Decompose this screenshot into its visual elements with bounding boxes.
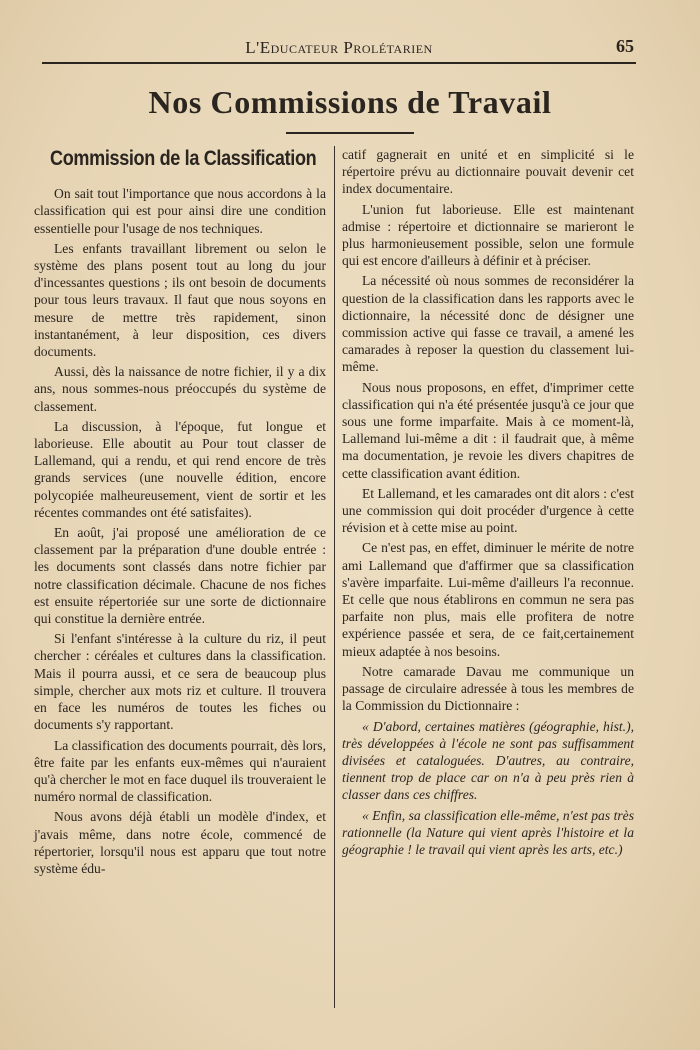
article-title: Nos Commissions de Travail bbox=[148, 84, 552, 120]
paragraph: En août, j'ai proposé une amélioration de ce classement par la préparation d'une double entrée : les documents sont classés dans notre fichier par notre classification décimale. Chacune de nos fiches est ensuite répertoriée sur une sorte de dictionnaire qui constitue la dernière entrée. bbox=[34, 525, 326, 627]
paragraph: Aussi, dès la naissance de notre fichier, il y a dix ans, nous sommes-nous préoccupés du système de classement. bbox=[34, 364, 326, 414]
page-number: 65 bbox=[616, 36, 634, 56]
title-underline-rule bbox=[286, 132, 414, 134]
paragraph: Si l'enfant s'intéresse à la culture du riz, il peut chercher : céréales et cultures dans la classification. Mais il pourra aussi, et ce sera de beaucoup plus simple, chercher aux mots riz et culture. Il trouvera en face les numéros de toutes les fiches ou documents s'y rapportant. bbox=[34, 631, 326, 733]
paragraph-continuation: catif gagnerait en unité et en simplicité si le répertoire prévu au dictionnaire pouvait devenir cet index documentaire. bbox=[342, 147, 634, 197]
paragraph: La classification des documents pourrait, dès lors, être faite par les enfants eux-mêmes qui n'auraient qu'à chercher le mot en face duquel ils trouveraient le numéro normal de classification. bbox=[34, 737, 326, 805]
paragraph: Ce n'est pas, en effet, diminuer le mérite de notre ami Lallemand que d'affirmer que sa classification s'avère imparfaite. Lui-même d'ailleurs l'a reconnue. Et celle que nous établirons en commun ne sera pas parfaite non plus, mais elle profitera de notre expérience passée et sera, de ce fait,certainement mieux adaptée à nos besoins. bbox=[342, 540, 634, 659]
quoted-paragraph: « Enfin, sa classification elle-même, n'est pas très rationnelle (la Nature qui vient après l'histoire et la géographie ! le travail qui vient après les arts, etc.) bbox=[342, 807, 634, 857]
section-heading: Commission de la Classification bbox=[50, 147, 317, 170]
running-header bbox=[42, 36, 636, 64]
paragraph: Notre camarade Davau me communique un passage de circulaire adressée à tous les membres de la Commission du Dictionnaire : bbox=[342, 663, 634, 714]
paragraph: On sait tout l'importance que nous accordons à la classification qui est pour ainsi dire une condition essentielle pour l'usage de nos techniques. bbox=[34, 186, 326, 236]
left-column bbox=[34, 145, 326, 880]
journal-title: L'Educateur Prolétarien bbox=[245, 38, 433, 57]
column-divider bbox=[334, 146, 335, 1008]
paragraph: Nous nous proposons, en effet, d'imprimer cette classification qui n'a été présentée jusqu'à ce jour que sous une forme imparfaite. Mais à ce moment-là, Lallemand lui-même a dit : il faudrait que, à même ma documentation, je revoie les divers chapitres de cette classification avant édition. bbox=[342, 379, 634, 481]
paragraph: Et Lallemand, et les camarades ont dit alors : c'est une commission qui doit procéder d'urgence à cette révision et à cette mise au point. bbox=[342, 485, 634, 536]
paragraph: Nous avons déjà établi un modèle d'index, et j'avais même, dans notre école, commencé de répertorier, lorsqu'il nous est apparu que tout notre système édu- bbox=[34, 809, 326, 876]
quoted-paragraph: « D'abord, certaines matières (géographie, hist.), très développées à l'école ne sont pas suffisamment divisées et cataloguées. D'autres, au contraire, tiennent trop de place car on n'a à peu près rien à classer dans ces chiffres. bbox=[342, 718, 634, 803]
paragraph: Les enfants travaillant librement ou selon le système des plans posent tout au long du jour d'incessantes questions ; ils ont besoin de documents pour tous leurs travaux. Il faut que nous soyons en mesure de mettre très rapidement, sinon instantanément, à leur disposition, ces divers documents. bbox=[34, 240, 326, 360]
right-column bbox=[342, 146, 634, 861]
paragraph: La nécessité où nous sommes de reconsidérer la question de la classification dans les rapports avec le dictionnaire, la nécessité donc de désigner une commission active qui fasse ce travail, a amené les camarades à reposer la question du classement lui-même. bbox=[342, 273, 634, 375]
paragraph: La discussion, à l'époque, fut longue et laborieuse. Elle aboutit au Pour tout classer de Lallemand, qui a rendu, et qui rend encore de très grands services (une nouvelle édition, encore polycopiée malheureusement, vient de sortir et les récentes commandes ont été satisfaites). bbox=[34, 418, 326, 520]
paragraph: L'union fut laborieuse. Elle est maintenant admise : répertoire et dictionnaire se marieront le plus harmonieusement possible, selon une formule qui est encore d'ailleurs à définir et à préciser. bbox=[342, 201, 634, 269]
